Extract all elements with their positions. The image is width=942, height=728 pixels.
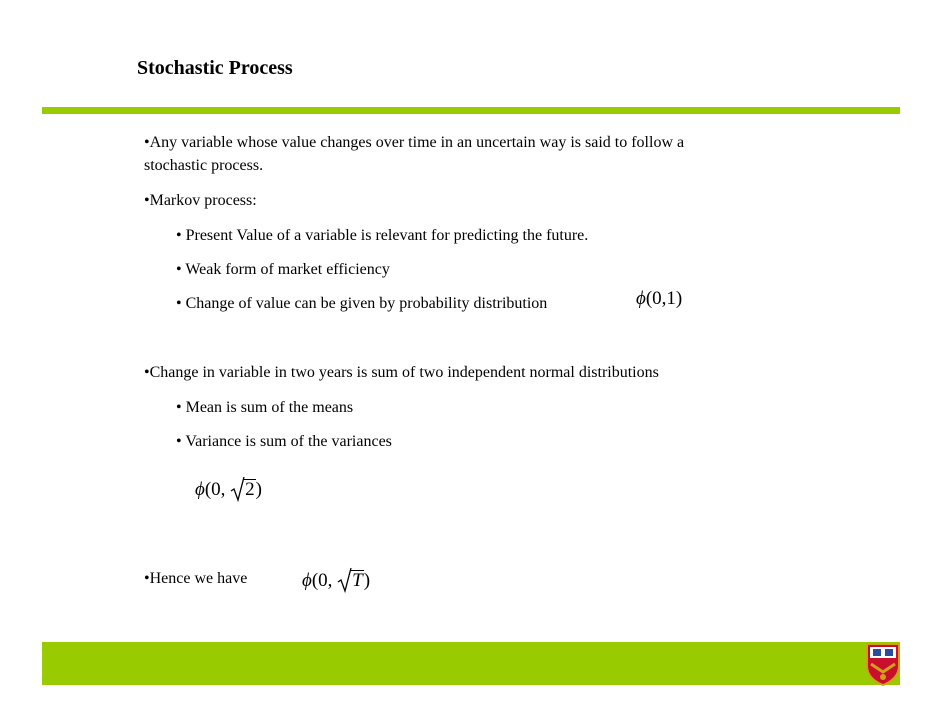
bullet-1-line-1: •Any variable whose value changes over time in an uncertain way is said to follow a — [144, 134, 685, 151]
phi-symbol: ϕ — [195, 479, 205, 500]
footer-bar — [42, 642, 900, 685]
formula-open: (0, — [311, 570, 333, 591]
formula-close: ) — [255, 479, 262, 500]
formula-open: (0, — [204, 479, 226, 500]
sqrt-symbol — [230, 479, 256, 501]
university-crest-icon — [865, 642, 901, 686]
formula-phi-0-sqrtT — [302, 570, 370, 592]
sub-bullet-distribution: • Change of value can be given by probability distribution — [176, 295, 548, 312]
phi-symbol: ϕ — [302, 570, 312, 591]
sqrt-symbol — [337, 570, 364, 592]
sqrt-radicand: 2 — [245, 479, 255, 500]
formula-close: ) — [363, 570, 371, 591]
bullet-two-years: •Change in variable in two years is sum of two independent normal distributions — [144, 364, 659, 381]
formula-args: (0,1) — [645, 288, 683, 309]
slide-title: Stochastic Process — [137, 57, 293, 79]
sub-bullet-present-value: • Present Value of a variable is relevant for predicting the future. — [176, 227, 589, 244]
formula-phi-0-1 — [636, 288, 682, 310]
bullet-hence: •Hence we have — [144, 570, 248, 587]
sqrt-radicand: T — [352, 570, 363, 591]
phi-symbol: ϕ — [636, 288, 646, 309]
sub-bullet-variance: • Variance is sum of the variances — [176, 433, 392, 450]
bullet-markov: •Markov process: — [144, 192, 257, 209]
sub-bullet-weak-form: • Weak form of market efficiency — [176, 261, 390, 278]
formula-phi-0-sqrt2 — [195, 479, 262, 501]
sub-bullet-mean: • Mean is sum of the means — [176, 399, 354, 416]
title-divider — [42, 107, 900, 114]
bullet-1-line-2: stochastic process. — [144, 157, 264, 174]
